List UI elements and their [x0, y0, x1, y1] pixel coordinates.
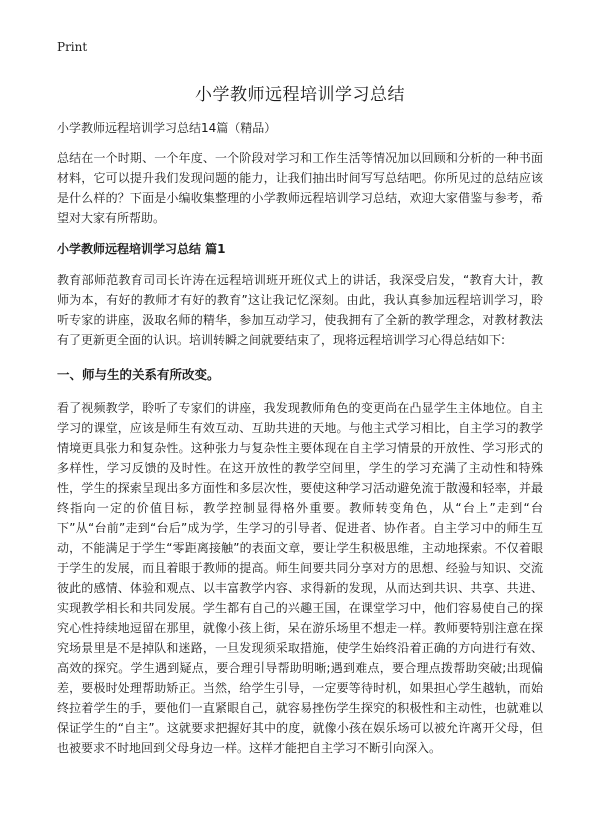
intro-paragraph: 总结在一个时期、一个年度、一个阶段对学习和工作生活等情况加以回顾和分析的一种书面材料，它可以提升我们发现问题的能力，让我们抽出时间写写总结吧。你所见过的总结应该是什么样的？下面是小编收集整理的小学教师远程培训学习总结，欢迎大家借鉴与参考，希望对大家有所帮助。 — [57, 151, 543, 225]
section-heading: 小学教师远程培训学习总结 篇1 — [57, 242, 226, 256]
sub-heading: 一、师与生的关系有所改变。 — [57, 367, 220, 382]
document-title: 小学教师远程培训学习总结 — [195, 85, 405, 105]
document-body — [57, 120, 543, 768]
paragraph-2: 看了视频教学，聆听了专家们的讲座，我发现教师角色的变更尚在凸显学生主体地位。自主学习的课堂，应该是师生有效互动、互助共进的天地。与他主式学习相比，自主学习的教学情境更具张力和复杂性。这种张力与复杂性主要体现在自主学习情景的开放性、学习形式的多样性，学习反馈的及时性。在这开放性的教学空间里，学生的学习充满了主动性和特殊性，学生的探索呈现出多方面性和多层次性，要使这种学习活动避免流于散漫和轻率，并最终指向一定的价值目标，教学控制显得格外重要。教师转变角色，从“台上”走到“台下”从“台前”走到“台后”成为学，生学习的引导者、促进者、协作者。自主学习中的师生互动，不能满足于学生“零距离接触”的表面文章，要让学生积极思维，主动地探索。不仅着眼于学生的发展，而且着眼于教师的提高。师生间要共同分享对方的思想、经验与知识、交流彼此的感情、体验和观点、以丰富教学内容、求得新的发现，从而达到共识、共享、共进、实现教学相长和共同发展。学生都有自己的兴趣王国，在课堂学习中，他们容易使自己的探究心性持续地逗留在那里，就像小孩上街，呆在游乐场里不想走一样。教师要特别注意在探究场景里是不是掉队和迷路，一旦发现须采取措施，使学生始终沿着正确的方向进行有效、高效的探究。学生遇到疑点，要合理引导帮助明晰;遇到难点，要合理点拨帮助突破;出现偏差，要极时处理帮助矫正。当然，给学生引导，一定要等待时机，如果担心学生越轨，而始终拉着学生的手，要他们一直紧眼自己，就容易挫伤学生探究的积极性和主动性，也就难以保证学生的“自主”。这就要求把握好其中的度，就像小孩在娱乐场可以被允许离开父母，但也被要求不时地回到父母身边一样。这样才能把自主学习不断引向深入。 — [57, 401, 543, 755]
paragraph-1: 教育部师范教育司司长许涛在远程培训班开班仪式上的讲话，我深受启发，“教育大计，教师为本，有好的教师才有好的教育”这让我记忆深刻。由此，我认真参加远程培训学习，聆听专家的讲座，汲取名师的精华，参加互动学习，使我拥有了全新的教学理念，对教材教法有了更新更全面的认识。培训转瞬之间就要结束了，现将远程培训学习心得总结如下: — [57, 273, 543, 347]
document-subtitle: 小学教师远程培训学习总结14篇（精品） — [57, 121, 277, 135]
print-label: Print — [57, 40, 88, 54]
